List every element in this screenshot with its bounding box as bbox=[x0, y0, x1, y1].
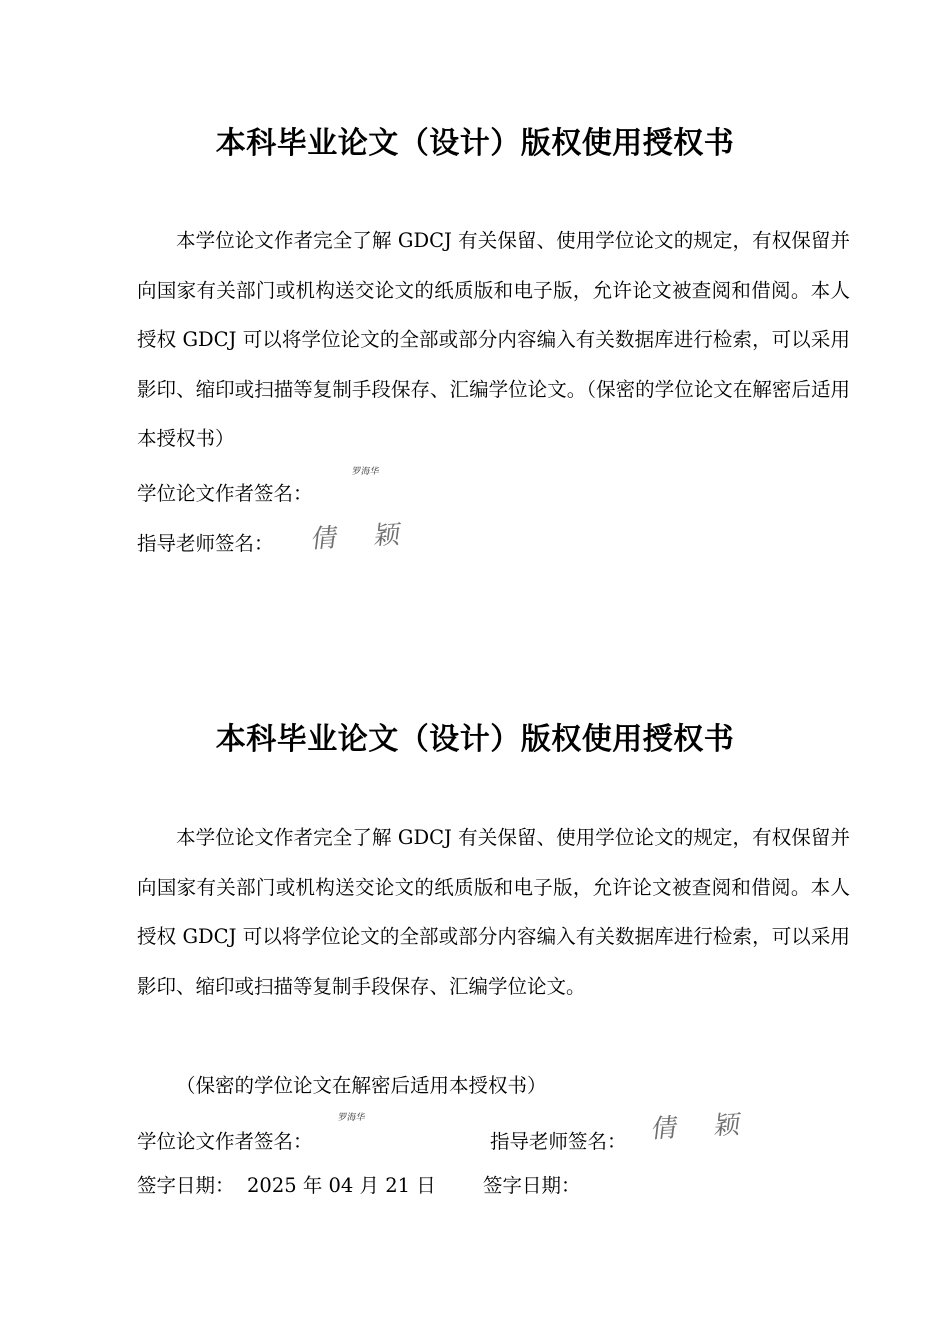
advisor-signature: 倩 颖 bbox=[649, 1109, 757, 1145]
authorization-paragraph: 本学位论文作者完全了解 GDCJ 有关保留、使用学位论文的规定，有权保留并向国家有关部门或机构送交论文的纸质版和电子版，允许论文被查阅和借阅。本人授权 GDCJ 可以将学位论文的全部或部分内容编入有关数据库进行检索，可以采用影印、缩印或扫描等复制手段保存、汇编学位论文。（保密的学位论文在解密后适用本授权书） bbox=[137, 229, 850, 450]
author-signature-label: 学位论文作者签名： bbox=[137, 1130, 313, 1153]
page-title: 本科毕业论文（设计）版权使用授权书 bbox=[215, 722, 735, 757]
advisor-signature: 倩 颖 bbox=[309, 519, 417, 555]
advisor-date-label: 签字日期： bbox=[483, 1174, 581, 1197]
page-title: 本科毕业论文（设计）版权使用授权书 bbox=[215, 126, 735, 161]
confidential-note: （保密的学位论文在解密后适用本授权书） bbox=[176, 1074, 547, 1097]
author-date: 2025 年 04 月 21 日 bbox=[247, 1174, 436, 1197]
authorization-paragraph: 本学位论文作者完全了解 GDCJ 有关保留、使用学位论文的规定，有权保留并向国家有关部门或机构送交论文的纸质版和电子版，允许论文被查阅和借阅。本人授权 GDCJ 可以将学位论文的全部或部分内容编入有关数据库进行检索，可以采用影印、缩印或扫描等复制手段保存、汇编学位论文。 bbox=[137, 826, 850, 998]
advisor-signature-label: 指导老师签名： bbox=[137, 532, 274, 555]
author-signature: 罗海华 bbox=[337, 1113, 366, 1123]
author-signature: 罗海华 bbox=[351, 467, 380, 477]
advisor-signature-label: 指导老师签名： bbox=[490, 1130, 627, 1153]
author-date-label: 签字日期： bbox=[137, 1174, 235, 1197]
author-signature-label: 学位论文作者签名： bbox=[137, 482, 313, 505]
